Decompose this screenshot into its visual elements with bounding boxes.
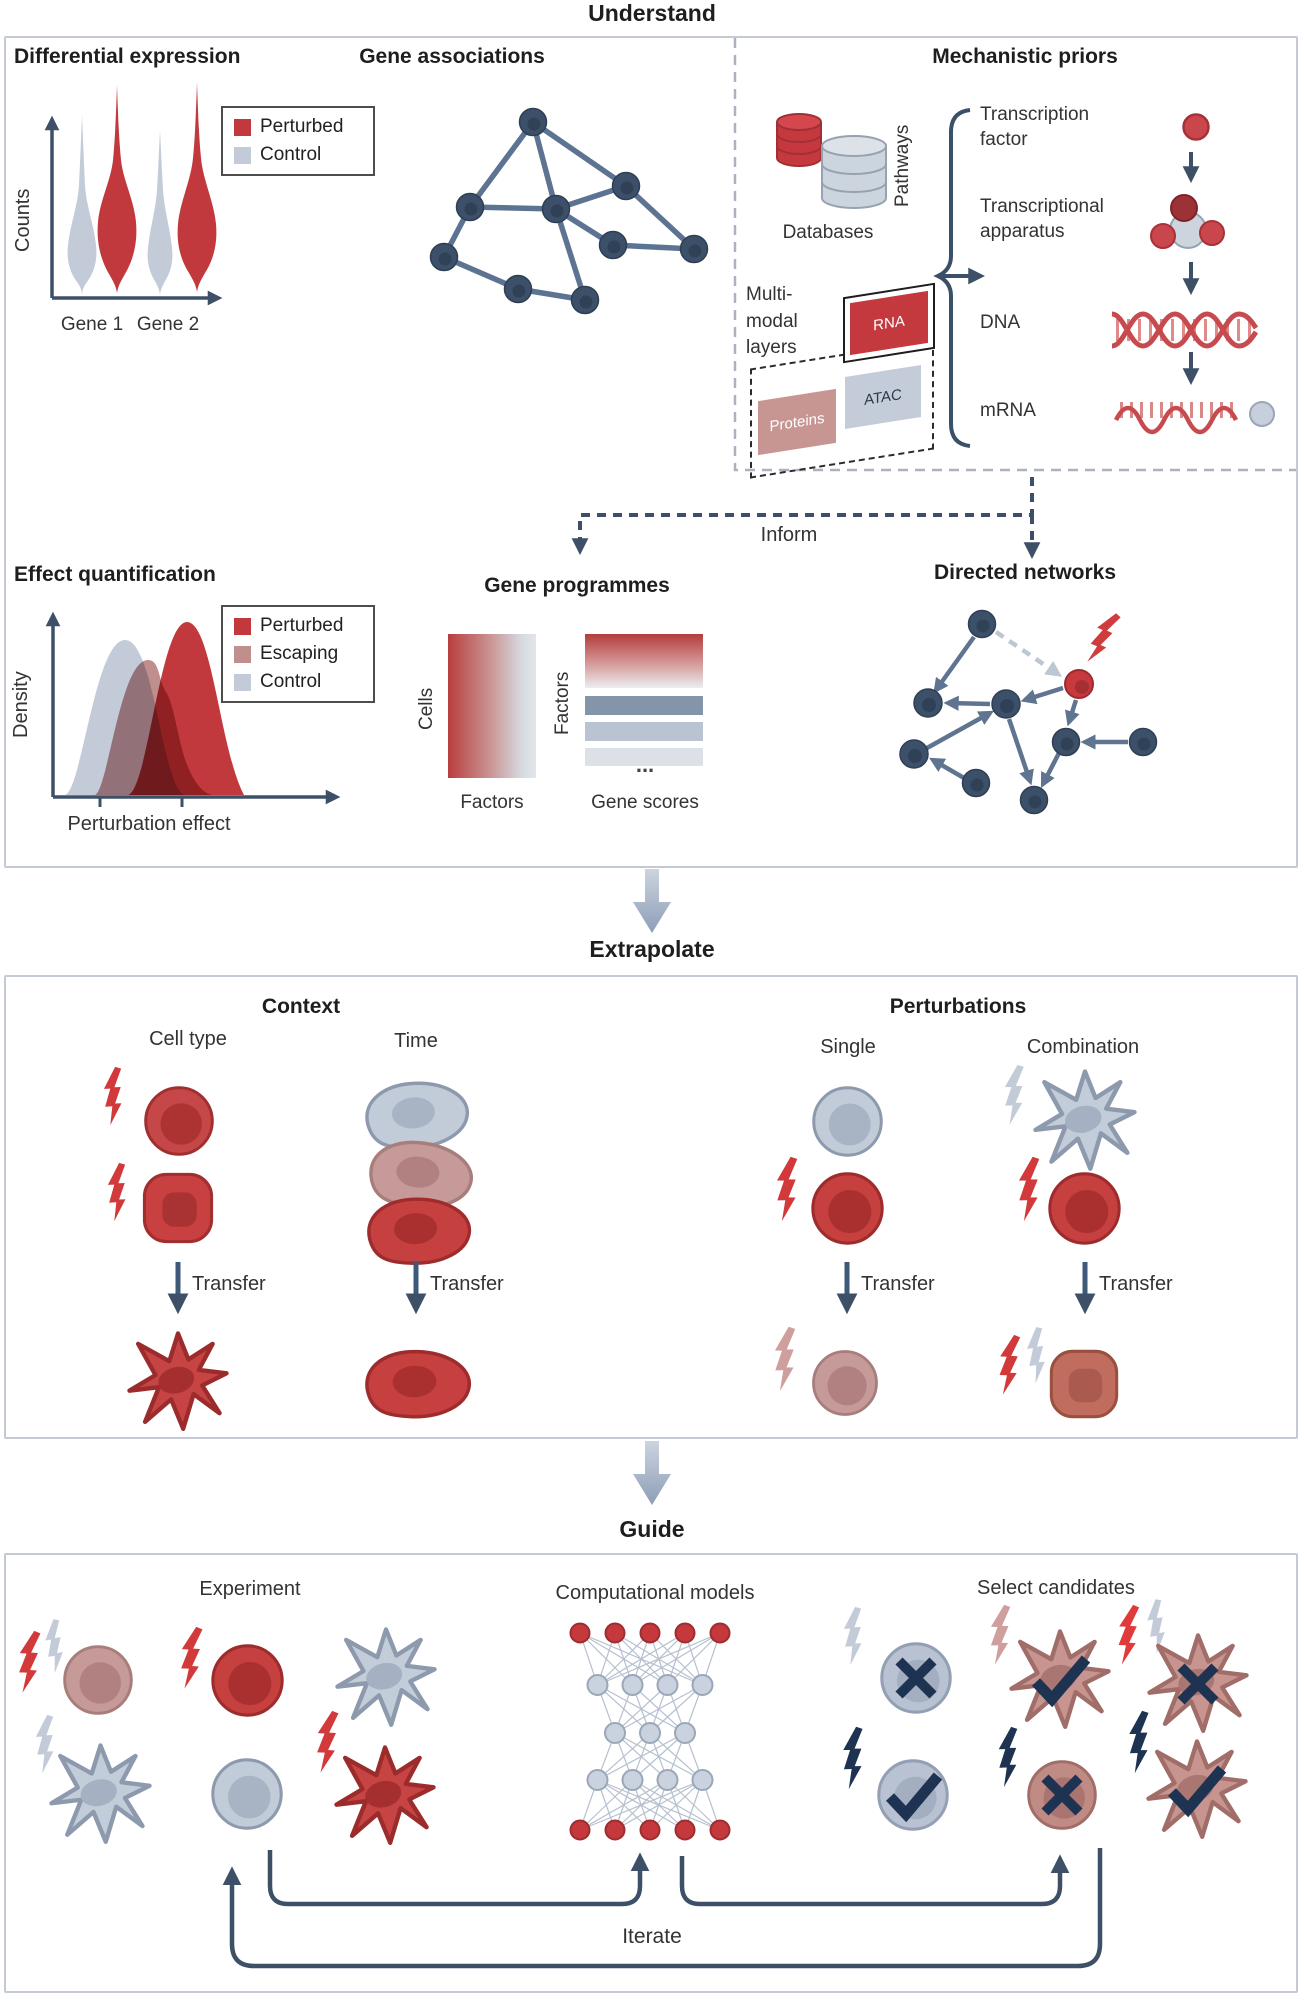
lightning-icon-gray — [834, 1605, 877, 1665]
perturbed-node-core — [1075, 680, 1089, 694]
transfer-label: Transfer — [861, 1273, 935, 1295]
transfer-arrows — [178, 1262, 1085, 1308]
violin-legend — [221, 106, 375, 176]
lightning-icon-navy — [989, 1725, 1032, 1787]
iterate-label: Iterate — [622, 1925, 682, 1948]
transcriptional-apparatus-label: Transcriptional apparatus — [980, 196, 1104, 242]
round-cell-icon-gray — [879, 1761, 947, 1829]
lightning-icon-navy — [1119, 1709, 1164, 1773]
directed-network — [900, 610, 1157, 813]
gene-association-network — [431, 109, 708, 314]
lightning-icon-red — [308, 1710, 349, 1773]
transfer-label: Transfer — [430, 1273, 504, 1295]
violin-control-2 — [148, 130, 173, 296]
round-cell-icon-gray — [814, 1088, 882, 1156]
lightning-icon-pink — [981, 1604, 1023, 1665]
experiment-label: Experiment — [199, 1578, 301, 1600]
lightning-icon-red — [98, 1161, 141, 1221]
lightning-icon-navy — [833, 1725, 878, 1789]
time-label: Time — [394, 1030, 438, 1052]
neural-network-icon — [571, 1624, 730, 1840]
round-cell-icon-red — [146, 1088, 213, 1155]
priors-brace — [938, 110, 980, 446]
diff-expression-title: Differential expression — [14, 45, 241, 68]
multimodal-label: Multi-modal layers — [746, 284, 798, 359]
teardrop-cell-icon-red — [366, 1350, 471, 1419]
context-time-column — [364, 1078, 474, 1418]
round-cell-icon-red — [813, 1174, 882, 1243]
lightning-icon-red — [1110, 1604, 1150, 1665]
control-swatch — [234, 147, 251, 164]
combination-label: Combination — [1026, 1036, 1140, 1058]
lightning-icon-red — [172, 1626, 213, 1689]
lightning-icon-red — [1087, 610, 1121, 665]
atac-label: ATAC — [864, 385, 902, 409]
dna-icon — [1112, 314, 1256, 346]
control-swatch — [234, 674, 251, 691]
square-cell-icon-red — [144, 1174, 211, 1241]
mechanistic-priors-title: Mechanistic priors — [932, 45, 1118, 68]
lightning-icon-pink — [764, 1325, 809, 1391]
transfer-label: Transfer — [1099, 1273, 1173, 1295]
factors-axis-label: Factors — [460, 792, 524, 813]
context-cell-type-column — [94, 1065, 227, 1429]
density-legend — [221, 605, 375, 703]
lightning-icon-gray — [995, 1063, 1037, 1125]
down-arrow-icon — [633, 1441, 671, 1505]
understand-title: Understand — [588, 0, 716, 26]
lightning-icon-red — [766, 1155, 811, 1221]
ellipsis-label: ... — [635, 752, 655, 777]
spiky-cell-icon-gray — [1036, 1072, 1135, 1169]
inform-label: Inform — [760, 524, 818, 546]
mrna-icon — [1116, 402, 1274, 432]
violin-perturbed-2 — [178, 82, 217, 292]
lightning-icon-red — [94, 1065, 137, 1125]
escaping-swatch — [234, 646, 251, 663]
spiky-cell-icon-gray — [337, 1629, 434, 1724]
counts-axis-label: Counts — [12, 188, 34, 252]
violin-perturbed-1 — [98, 85, 137, 293]
violin-plot — [52, 82, 218, 298]
dashed-edge — [996, 632, 1058, 674]
pathways-label: Pathways — [892, 124, 913, 208]
square-cell-icon-salmon — [1051, 1351, 1116, 1416]
lightning-icon-gray — [26, 1713, 69, 1773]
round-cell-icon-gray — [213, 1760, 281, 1828]
spiky-cell-icon-gray — [52, 1746, 150, 1842]
perturbations-title: Perturbations — [889, 995, 1027, 1018]
lightning-icon-red — [1008, 1155, 1053, 1221]
spiky-cell-icon-red — [129, 1333, 226, 1428]
density-axis-label: Density — [10, 671, 32, 739]
directed-networks-title: Directed networks — [933, 561, 1117, 584]
lightning-icon-red — [991, 1334, 1031, 1395]
effect-quantification-title: Effect quantification — [14, 563, 216, 586]
gene-programmes-title: Gene programmes — [484, 574, 670, 597]
gene1-label: Gene 1 — [60, 314, 124, 335]
perturbations-combination-column — [991, 1063, 1134, 1416]
mrna-label: mRNA — [980, 400, 1036, 421]
spiky-cell-icon-pink — [1011, 1631, 1108, 1726]
perturbed-swatch — [234, 618, 251, 635]
dna-label: DNA — [980, 312, 1021, 333]
proteins-label: Proteins — [769, 409, 825, 435]
legend-label: Perturbed — [260, 116, 344, 137]
cells-axis-label: Cells — [416, 687, 437, 731]
transcriptional-apparatus-icon — [1151, 195, 1224, 248]
gene-associations-title: Gene associations — [359, 45, 545, 68]
factors-axis-label-2: Factors — [552, 671, 573, 735]
perturbation-effect-label: Perturbation effect — [67, 813, 231, 835]
experiment-cells — [10, 1617, 434, 1843]
legend-label: Control — [260, 671, 322, 692]
teardrop-cell-icon-red — [367, 1196, 471, 1265]
context-title: Context — [261, 995, 341, 1018]
rna-label: RNA — [850, 291, 928, 355]
transcription-factor-icon — [1184, 115, 1209, 140]
extrapolate-title: Extrapolate — [589, 936, 715, 962]
perturbed-swatch — [234, 119, 251, 136]
round-cell-icon-red — [213, 1646, 282, 1715]
computational-models-label: Computational models — [555, 1582, 755, 1604]
databases-icon — [777, 114, 886, 208]
transfer-label: Transfer — [192, 1273, 266, 1295]
round-cell-icon-pink — [814, 1352, 877, 1415]
cell-type-label: Cell type — [149, 1028, 227, 1050]
violin-control-1 — [68, 115, 97, 296]
databases-label: Databases — [782, 222, 874, 243]
legend-label: Escaping — [260, 643, 339, 664]
round-cell-icon-red — [1050, 1174, 1119, 1243]
spiky-cell-icon-pink — [1148, 1741, 1245, 1836]
legend-label: Perturbed — [260, 615, 344, 636]
single-label: Single — [820, 1036, 876, 1058]
guide-title: Guide — [619, 1516, 685, 1542]
spiky-cell-icon-red — [336, 1747, 433, 1842]
perturbations-single-column — [764, 1088, 882, 1415]
transcription-factor-label: Transcription factor — [980, 104, 1090, 150]
select-candidates-cells — [833, 1597, 1247, 1837]
legend-label: Control — [260, 144, 322, 165]
lightning-icon-red — [10, 1630, 51, 1693]
gene2-label: Gene 2 — [136, 314, 200, 335]
down-arrow-icon — [633, 869, 671, 933]
select-candidates-label: Select candidates — [977, 1577, 1135, 1599]
gene-scores-label: Gene scores — [591, 792, 699, 813]
round-cell-icon-pink — [65, 1647, 132, 1714]
